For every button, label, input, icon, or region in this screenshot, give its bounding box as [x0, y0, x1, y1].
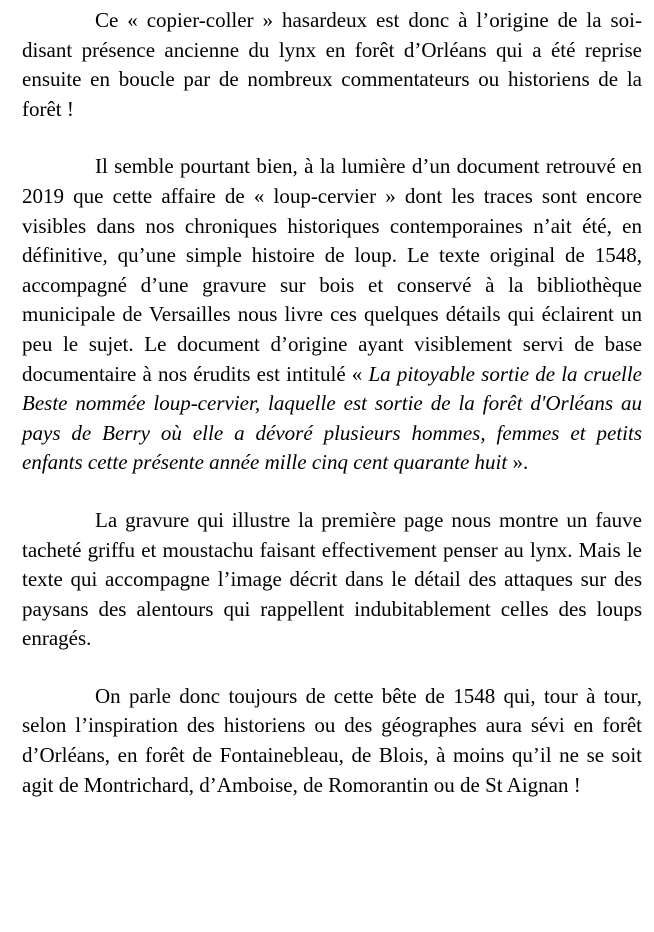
paragraph-3: La gravure qui illustre la première page nous montre un fauve tacheté griffu et moustachu faisant effectivement penser au lynx. Mais le texte qui accompagne l’image décrit dans le détail des attaques sur des paysans des alentours qui rappellent indubitablement celles des loups enragés. [22, 507, 642, 651]
paragraph-2-quoted-title: La pitoyable sortie de la cruelle Beste nommée loup-cervier, laquelle est sortie de la forêt d'Orléans au pays de Berry où elle a dévoré plusieurs hommes, femmes et petits enfants cette présente année mille cinq cent quarante huit [22, 361, 643, 475]
paragraph-2-text-after: ». [507, 450, 529, 475]
paragraph-2 [22, 152, 642, 478]
paragraph-2-text-before: Il semble pourtant bien, à la lumière d’un document retrouvé en 2019 que cette affaire de « loup-cervier » dont les traces sont encore visibles dans nos chroniques historiques contemporaines n’ait été, en définitive, qu’une simple histoire de loup. Le texte original de 1548, accompagné d’une gravure sur bois et conservé à la bibliothèque municipale de Versailles nous livre ces quelques détails qui éclairent un peu le sujet. Le document d’origine ayant visiblement servi de base documentaire à nos érudits est intitulé « [22, 154, 642, 386]
paragraph-4: On parle donc toujours de cette bête de 1548 qui, tour à tour, selon l’inspiration des historiens ou des géographes aura sévi en forêt d’Orléans, en forêt de Fontainebleau, de Blois, à moins qu’il ne se soit agit de Montrichard, d’Amboise, de Romorantin ou de St Aignan ! [22, 683, 642, 797]
document-page [22, 6, 642, 800]
paragraph-1: Ce « copier-coller » hasardeux est donc à l’origine de la soi-disant présence ancienne du lynx en forêt d’Orléans qui a été reprise ensuite en boucle par de nombreux commentateurs ou historiens de la forêt ! [22, 8, 642, 121]
